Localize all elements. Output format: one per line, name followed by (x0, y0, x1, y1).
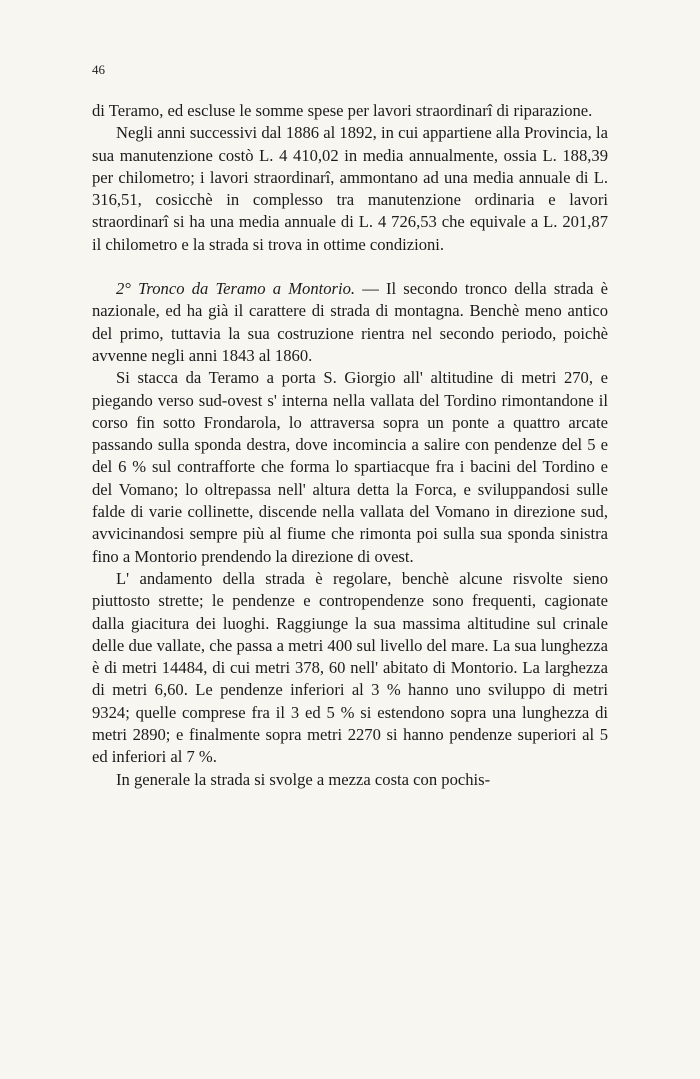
section-gap (92, 256, 608, 278)
body-text (92, 100, 608, 791)
paragraph-route-description: Si stacca da Teramo a porta S. Giorgio all' altitudine di metri 270, e piegando verso sud-ovest s' interna nella vallata del Tordino rimontandone il corso fin sotto Frondarola, lo attraversa sopra un ponte a quattro arcate passando sulla sponda destra, dove incomincia a salire con pendenze del 5 e del 6 % sul contrafforte che forma lo spartiacque fra i bacini del Tordino e del Vomano; lo oltrepassa nell' altura detta la Forca, e sviluppandosi sulle falde di varie collinette, discende nella vallata del Vomano in direzione sud, avvicinandosi sempre più al fiume che rimonta poi sulla sua sponda sinistra fino a Montorio prendendo la direzione di ovest. (92, 368, 608, 566)
paragraph-road-profile: L' andamento della strada è regolare, benchè alcune risvolte sieno piuttosto strette; le pendenze e contropendenze sono frequenti, cagionate dalla giacitura dei luoghi. Raggiunge la sua massima altitudine sul crinale delle due vallate, che passa a metri 400 sul livello del mare. La sua lunghezza è di metri 14484, di cui metri 378, 60 nell' abitato di Montorio. La larghezza di metri 6,60. Le pendenze inferiori al 3 % hanno uno sviluppo di metri 9324; quelle comprese fra il 3 ed 5 % si estendono sopra una lunghezza di metri 2890; e finalmente sopra metri 2270 si hanno pendenze superiori al 5 ed inferiori al 7 %. (92, 568, 608, 767)
paragraph-section-intro (92, 278, 608, 367)
section-intro-text: — Il secondo tronco della strada è nazionale, ed ha già il carattere di strada di montagna. Benchè meno antico del primo, tuttavia la sua costruzione rientra nel secondo periodo, poichè avvenne negli anni 1843 al 1860. (92, 279, 608, 365)
paragraph-continued-text: In generale la strada si svolge a mezza costa con pochis- (116, 769, 491, 789)
page-number: 46 (92, 62, 105, 77)
paragraph-continuation: di Teramo, ed escluse le somme spese per lavori straordinarî di riparazione. (92, 101, 593, 120)
section-title: Tronco da Teramo a Montorio. (138, 279, 356, 299)
section-number: 2° (116, 279, 139, 299)
paragraph-maintenance-costs: Negli anni successivi dal 1886 al 1892, in cui appartiene alla Provincia, la sua manutenzione costò L. 4 410,02 in media annualmente, ossia L. 188,39 per chilometro; i lavori straordinarî, ammontano ad una media annuale di L. 316,51, cosicchè in complesso tra manutenzione ordinaria e lavori straordinarî si ha una media annuale di L. 4 726,53 che equivale a L. 201,87 il chilometro e la strada si trova in ottime condizioni. (92, 123, 608, 254)
